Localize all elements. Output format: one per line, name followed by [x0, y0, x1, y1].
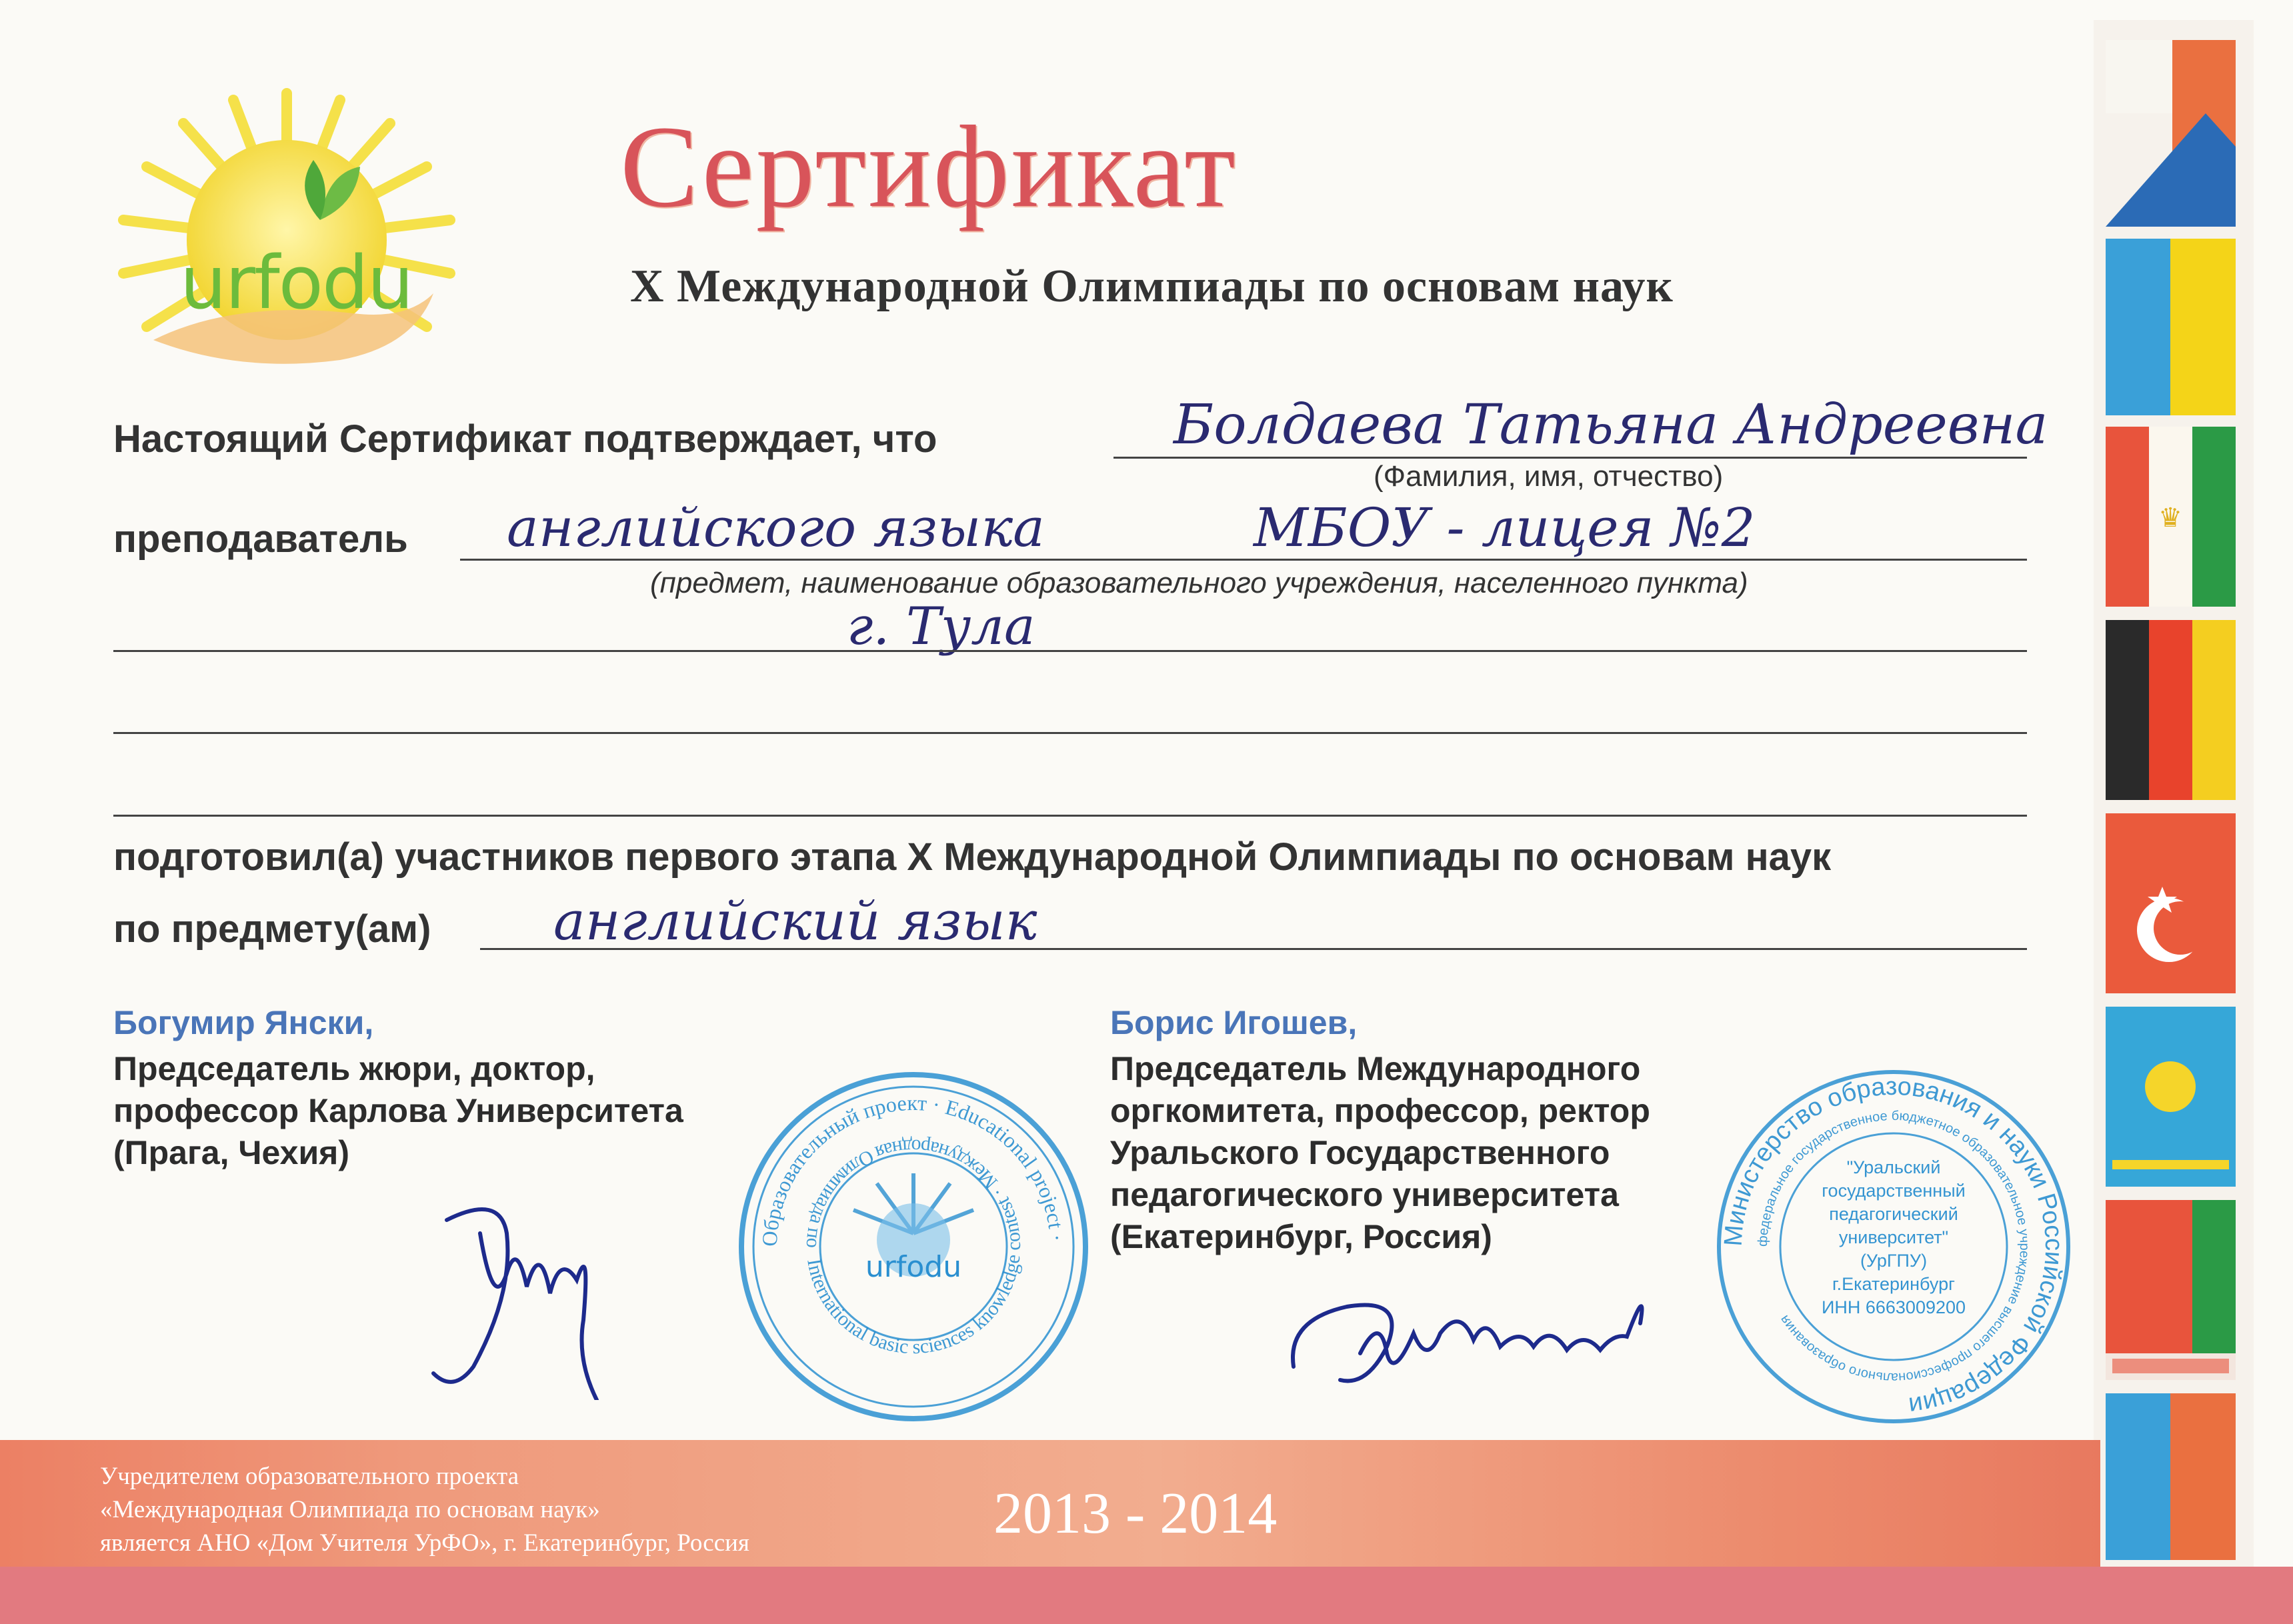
- stamp-right-center-7: ИНН 6663009200: [1821, 1297, 1966, 1317]
- flag-belarus: [2106, 1200, 2236, 1380]
- teacher-school-handwritten: МБОУ - лицея №2: [1254, 497, 1756, 559]
- signer-left-title-3: (Прага, Чехия): [113, 1134, 350, 1171]
- name-hint: (Фамилия, имя, отчество): [1374, 460, 1724, 493]
- logo-wordmark: urfodu: [180, 240, 413, 325]
- flag-turkey-icon: [2106, 813, 2236, 993]
- stamp-left-ring-top: Образовательный проект · Educational project ·: [757, 1090, 1069, 1247]
- signer-right-name: Борис Игошев,: [1110, 1004, 1358, 1041]
- svg-text:♛: ♛: [2158, 503, 2182, 533]
- footer-line-2: «Международная Олимпиада по основам наук»: [100, 1496, 600, 1523]
- flag-kazakhstan-icon: [2106, 1007, 2236, 1187]
- subject-handwritten: английский язык: [553, 890, 1037, 952]
- signer-right-title-4: педагогического университета: [1110, 1176, 1619, 1213]
- subject-label: по предмету(ам): [113, 907, 431, 951]
- footer-line-3: является АНО «Дом Учителя УрФО», г. Екатеринбург, Россия: [100, 1529, 749, 1557]
- flag-belarus-icon: [2106, 1200, 2236, 1380]
- stamp-right-center-6: г.Екатеринбург: [1832, 1274, 1955, 1294]
- certificate-title: Сертификат: [620, 102, 1238, 232]
- signer-right-title-1: Председатель Международного: [1110, 1050, 1641, 1087]
- stamp-right-center-4: университет": [1838, 1227, 1949, 1247]
- stamp-right-center-3: педагогический: [1829, 1204, 1958, 1224]
- signer-left-title-1: Председатель жюри, доктор,: [113, 1050, 595, 1087]
- name-handwritten: Болдаева Татьяна Андреевна: [1174, 393, 2048, 457]
- flag-turkey: [2106, 813, 2236, 993]
- signer-right-title-2: оргкомитета, профессор, ректор: [1110, 1092, 1650, 1129]
- signer-left-title-2: профессор Карлова Университета: [113, 1092, 683, 1129]
- blank-line-3: [113, 815, 2027, 817]
- prepared-label: подготовил(а) участников первого этапа X Международной Олимпиады по основам наук: [113, 835, 1832, 879]
- flag-partial-icon: [2106, 1393, 2236, 1560]
- stamp-left: [733, 1067, 1093, 1427]
- stamp-right-icon: [1714, 1067, 2074, 1427]
- blank-line-1: [113, 650, 2027, 652]
- stamp-left-center: urfodu: [865, 1250, 962, 1284]
- flag-russia-roof: [2106, 40, 2236, 227]
- flag-ukraine: [2106, 239, 2236, 415]
- stamp-right-center-5: (УрГПУ): [1860, 1251, 1928, 1271]
- flag-russia-icon: [2106, 40, 2236, 227]
- signer-left-name: Богумир Янски,: [113, 1004, 374, 1041]
- stamp-right-ring-outer: Министерство образования и науки Российской Федерации: [1719, 1072, 2068, 1420]
- stamp-right: [1714, 1067, 2074, 1427]
- name-underline: [1113, 457, 2027, 459]
- sun-logo-icon: [100, 87, 473, 380]
- flag-germany-icon: [2106, 620, 2236, 800]
- flag-germany: [2106, 620, 2236, 800]
- teacher-hint: (предмет, наименование образовательного учреждения, населенного пункта): [650, 567, 1748, 599]
- footer-founder-text: [100, 1460, 749, 1560]
- signer-right-title-5: (Екатеринбург, Россия): [1110, 1218, 1492, 1255]
- signature-right-icon: [1280, 1267, 1694, 1413]
- flag-kazakhstan: [2106, 1007, 2236, 1187]
- stamp-right-center-2: государственный: [1822, 1181, 1966, 1201]
- signer-right-title-3: Уральского Государственного: [1110, 1134, 1610, 1171]
- flag-armenia-partial: [2106, 1393, 2236, 1560]
- signature-left-icon: [420, 1147, 620, 1400]
- certificate-subtitle: X Международной Олимпиады по основам наук: [630, 261, 1674, 312]
- confirm-label: Настоящий Сертификат подтверждает, что: [113, 417, 937, 461]
- footer-years: 2013 - 2014: [993, 1481, 1278, 1546]
- flag-tajikistan-icon: [2106, 427, 2236, 607]
- bottom-bar: [0, 1567, 2293, 1624]
- stamp-right-center-1: "Уральский: [1846, 1157, 1941, 1177]
- blank-line-2: [113, 732, 2027, 734]
- teacher-label: преподаватель: [113, 517, 408, 561]
- flag-tajikistan: [2106, 427, 2236, 607]
- stamp-right-ring-inner: федеральное государственное бюджетное образовательное учреждение высшего профессионального образования: [1755, 1108, 2032, 1385]
- teacher-subject-handwritten: английского языка: [507, 497, 1045, 559]
- city-handwritten: г. Тула: [847, 597, 1035, 657]
- stamp-left-icon: [733, 1067, 1093, 1427]
- flag-ukraine-icon: [2106, 239, 2236, 415]
- stamp-left-ring-bottom: International basic sciences knowledge contest · Международная Олимпиада по: [801, 1135, 1025, 1359]
- teacher-underline: [460, 559, 2027, 561]
- urfodu-logo: [100, 87, 473, 380]
- footer-line-1: Учредителем образовательного проекта: [100, 1463, 519, 1490]
